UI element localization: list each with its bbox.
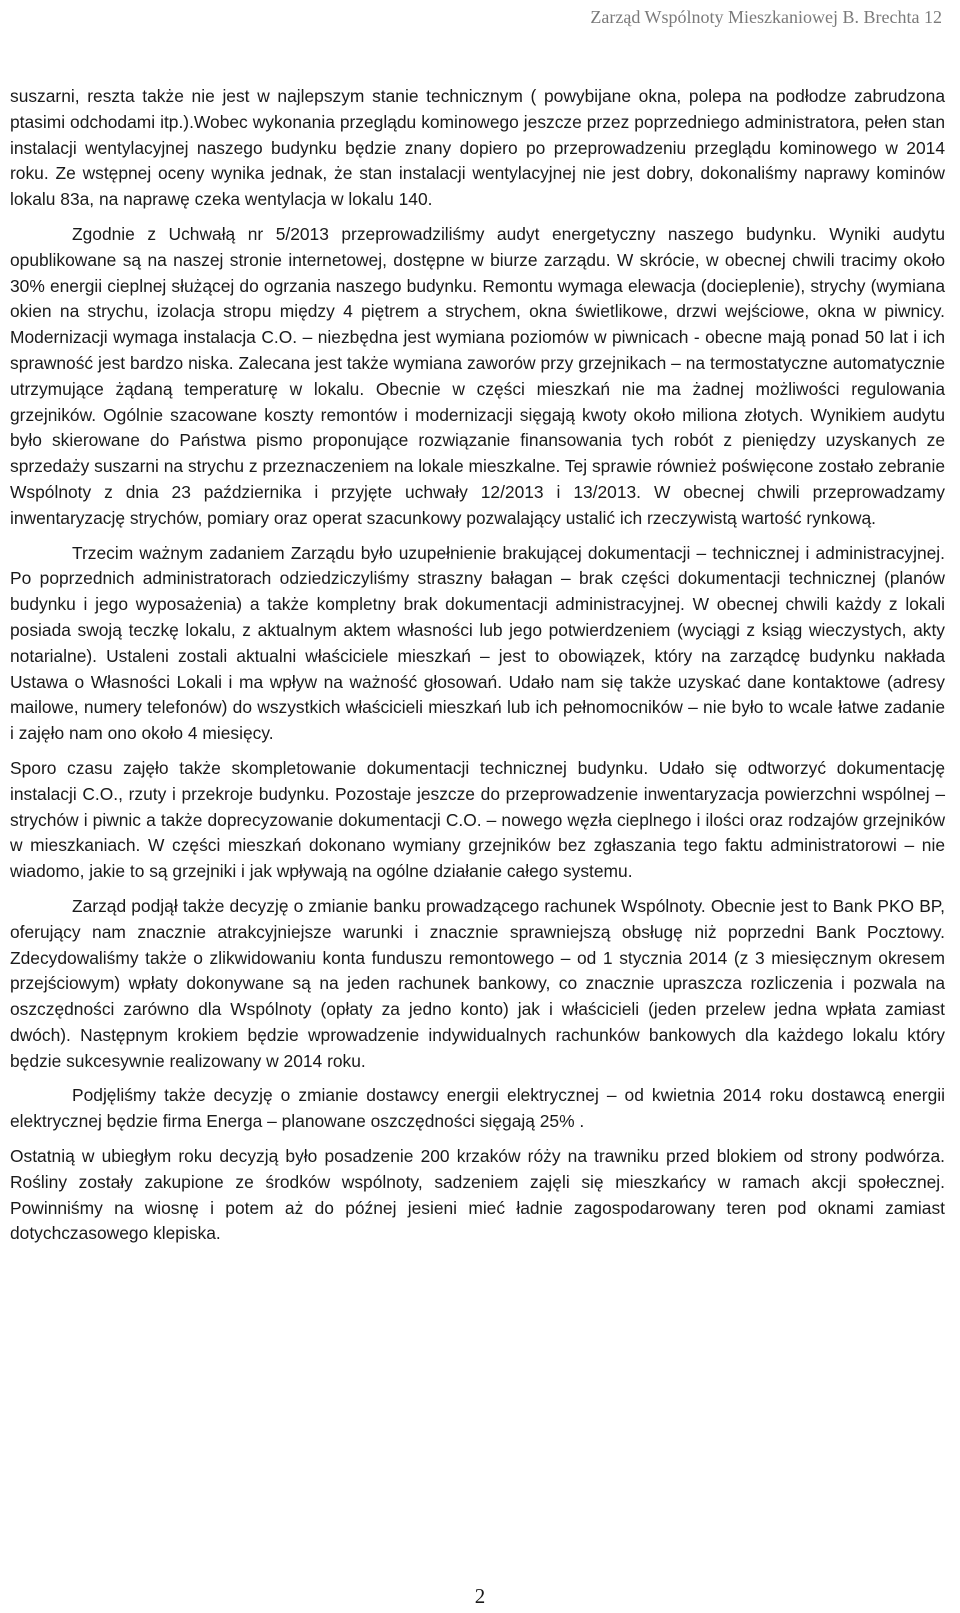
page-number: 2	[474, 1584, 486, 1608]
paragraph-ventilation: suszarni, reszta także nie jest w najlepszym stanie technicznym ( powybijane okna, polepa na podłodze zabrudzona ptasimi odchodami itp.).Wobec wykonania przeglądu kominowego jeszcze przez poprzedniego administratora, pełen stan instalacji wentylacyjnej naszego budynku będzie znany dopiero po przeprowadzeniu przeglądu kominowego w 2014 roku. Ze wstępnej oceny wynika jednak, że stan instalacji wentylacyjnej nie jest dobry, dokonaliśmy naprawy kominów lokalu 83a, na naprawę czeka wentylacja w lokalu 140.	[10, 86, 945, 210]
paragraph-energy-supplier: Podjęliśmy także decyzję o zmianie dostawcy energii elektrycznej – od kwietnia 2014 roku dostawcą energii elektrycznej będzie firma Energa – planowane oszczędności sięgają 25% .	[10, 1085, 945, 1132]
paragraph-energy-audit: Zgodnie z Uchwałą nr 5/2013 przeprowadziliśmy audyt energetyczny naszego budynku. Wyniki audytu opublikowane są na naszej stronie internetowej, dostępne w biurze zarządu. W skrócie, w obecnej chwili tracimy około 30% energii cieplnej służącej do ogrzania naszego budynku. Remontu wymaga elewacja (docieplenie), strychy (wymiana okien na strychu, izolacja stropu między 4 piętrem a strychem, okna świetlikowe, drzwi wejściowe, okna w piwnicy. Modernizacji wymaga instalacja C.O. – niezbędna jest wymiana poziomów w piwnicach - obecne mają ponad 50 lat i ich sprawność jest bardzo niska. Zalecana jest także wymiana zaworów przy grzejnikach – na termostatyczne automatycznie utrzymujące żądaną temperaturę w lokalu. Obecnie w części mieszkań nie ma żadnej możliwości regulowania grzejników. Ogólnie szacowane koszty remontów i modernizacji sięgają kwoty około miliona złotych. Wynikiem audytu było skierowane do Państwa pismo proponujące rozwiązanie finansowania tych robót z pieniędzy uzyskanych ze sprzedaży suszarni na strychu z przeznaczeniem na lokale mieszkalne. Tej sprawie również poświęcone zostało zebranie Wspólnoty z dnia 23 października i przyjęte uchwały 12/2013 i 13/2013. W obecnej chwili przeprowadzamy inwentaryzację strychów, pomiary oraz operat szacunkowy pozwalający ustalić ich rzeczywistą wartość rynkową.	[10, 223, 945, 528]
document-header: Zarząd Wspólnoty Mieszkaniowej B. Brechta 12	[590, 7, 942, 27]
paragraph-roses: Ostatnią w ubiegłym roku decyzją było posadzenie 200 krzaków róży na trawniku przed blokiem od strony podwórza. Rośliny zostały zakupione ze środków wspólnoty, sadzeniem zajęli się mieszkańcy w ramach akcji społecznej. Powinniśmy na wiosnę i potem aż do późnej jesieni mieć ładnie zagospodarowany teren pod oknami zamiast dotychczasowego klepiska.	[10, 1146, 945, 1244]
document-body	[10, 84, 945, 1256]
paragraph-documentation: Trzecim ważnym zadaniem Zarządu było uzupełnienie brakującej dokumentacji – technicznej i administracyjnej. Po poprzednich administratorach odziedziczyliśmy straszny bałagan – brak części dokumentacji technicznej (planów budynku i jego wyposażenia) a także kompletny brak dokumentacji administracyjnej. W obecnej chwili każdy z lokali posiada swoją teczkę lokalu, z aktualnym aktem własności lub jego potwierdzeniem (wyciągi z ksiąg wieczystych, akty notarialne). Ustaleni zostali aktualni właściciele mieszkań – jest to obowiązek, który na zarządcę budynku nakłada Ustawa o Własności Lokali i ma wpływ na ważność głosowań. Udało nam się także uzyskać dane kontaktowe (adresy mailowe, numery telefonów) do wszystkich właścicieli mieszkań lub ich pełnomocników – nie było to wcale łatwe zadanie i zajęło nam ono około 4 miesięcy.	[10, 542, 945, 744]
paragraph-bank-change: Zarząd podjął także decyzję o zmianie banku prowadzącego rachunek Wspólnoty. Obecnie jest to Bank PKO BP, oferujący nam znacznie atrakcyjniejsze warunki i znacznie sprawniejszą obsługę niż poprzedni Bank Pocztowy. Zdecydowaliśmy także o zlikwidowaniu konta funduszu remontowego – od 1 stycznia 2014 (z 3 miesięcznym okresem przejściowym) wpłaty dokonywane są na jeden rachunek bankowy, co znacznie upraszcza rozliczenia i pozwala na oszczędności zarówno dla Wspólnoty (opłaty za jedno konto) jak i właścicieli (jeden przelew jedna wpłata zamiast dwóch). Następnym krokiem będzie wprowadzenie indywidualnych rachunków bankowych dla każdego lokalu który będzie sukcesywnie realizowany w 2014 roku.	[10, 895, 945, 1071]
paragraph-technical-docs: Sporo czasu zajęło także skompletowanie dokumentacji technicznej budynku. Udało się odtworzyć dokumentację instalacji C.O., rzuty i przekroje budynku. Pozostaje jeszcze do przeprowadzenie inwentaryzacja powierzchni wspólnej – strychów i piwnic a także doprecyzowanie dokumentacji C.O. – nowego węzła cieplnego i ilości oraz rodzajów grzejników w mieszkaniach. W części mieszkań dokonano wymiany grzejników bez zgłaszania tego faktu administratorowi – nie wiadomo, jakie to są grzejniki i jak wpływają na ogólne działanie całego systemu.	[10, 757, 945, 882]
